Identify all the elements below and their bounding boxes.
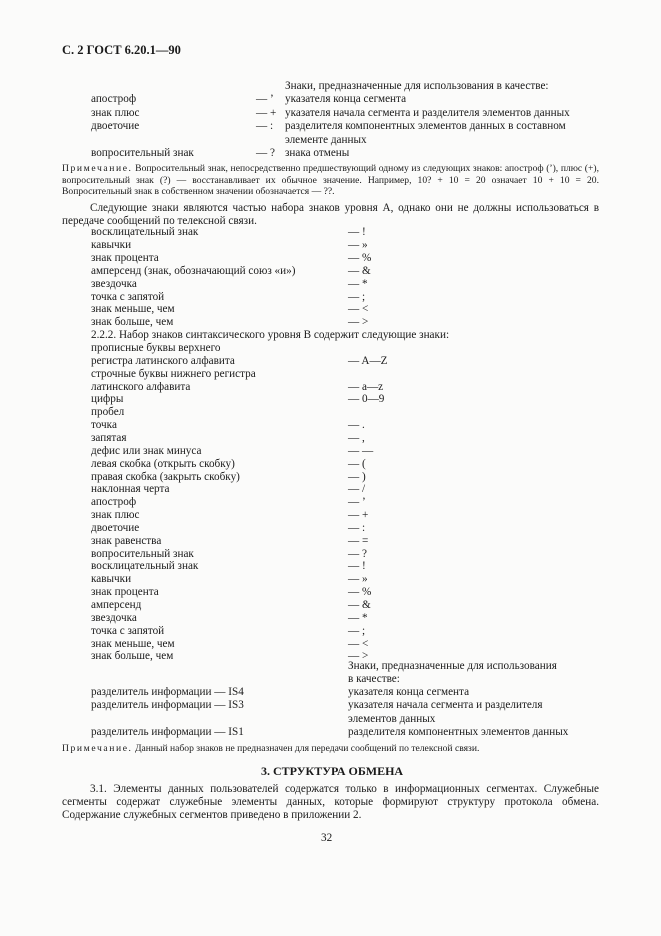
list-item xyxy=(91,107,631,120)
item-mark: — — xyxy=(348,444,374,457)
list-item xyxy=(91,278,631,291)
list-item xyxy=(91,316,631,329)
item-mark: — ! xyxy=(348,560,366,573)
list-item xyxy=(91,496,631,509)
list-item xyxy=(91,355,631,368)
note-text: Данный набор знаков не предназначен для передачи сообщений по телексной связи. xyxy=(132,743,480,754)
item-name: кавычки xyxy=(91,238,132,251)
item-mark: — , xyxy=(348,431,365,444)
item-mark: — = xyxy=(348,534,369,547)
item-name: знак процента xyxy=(91,251,159,264)
block1-intro: Знаки, предназначенные для использования в качестве: xyxy=(285,80,549,92)
note-label: Примечание. xyxy=(62,743,133,754)
item-name: кавычки xyxy=(91,573,132,586)
item-mark: — % xyxy=(348,251,372,264)
item-description: элементов данных xyxy=(348,712,436,725)
item-mark: — a—z xyxy=(348,380,384,393)
item-name: точка xyxy=(91,419,117,432)
item-mark: — ! xyxy=(348,226,366,238)
list-item xyxy=(91,432,631,445)
item-mark: — * xyxy=(348,277,368,290)
list-item xyxy=(91,120,631,133)
item-name: цифры xyxy=(91,393,124,406)
item-mark: — < xyxy=(348,637,369,650)
list-item xyxy=(91,471,631,484)
list-item xyxy=(91,599,631,612)
item-name: точка с запятой xyxy=(91,624,165,637)
block3-intro: 2.2.2. Набор знаков синтаксического уровня В содержит следующие знаки: xyxy=(91,329,450,341)
item-mark: — 0—9 xyxy=(348,393,385,406)
page-header: С. 2 ГОСТ 6.20.1—90 xyxy=(62,43,181,57)
item-mark: — > xyxy=(348,650,369,663)
note-text: Вопросительный знак, непосредственно предшествующий одному из следующих знаков: апостроф (’), плюс (+), вопросительный знак (?) — восстанавливает их обычное значение. Например, 10? + 10 = 20 означает 10 + 10 = 20. Вопросительный знак в собственном значении обозначается — ??. xyxy=(62,163,599,197)
item-mark: — » xyxy=(348,238,368,251)
item-name: апостроф xyxy=(91,93,137,105)
item-name: восклицательный знак xyxy=(91,560,199,573)
list-item xyxy=(91,419,631,432)
item-mark: — : xyxy=(348,521,366,534)
item-mark: — : xyxy=(256,120,274,132)
list-item xyxy=(91,483,631,496)
item-mark: — » xyxy=(348,573,368,586)
item-mark: — > xyxy=(348,316,369,329)
item-description: указателя начала сегмента и разделителя элементов данных xyxy=(285,106,570,119)
list-item xyxy=(91,509,631,522)
item-name: наклонная черта xyxy=(91,483,170,496)
list-item xyxy=(91,381,631,394)
item-name: знак плюс xyxy=(91,106,140,119)
item-name: знак меньше, чем xyxy=(91,303,175,316)
item-name: разделитель информации — IS3 xyxy=(91,699,244,712)
item-name: дефис или знак минуса xyxy=(91,444,202,457)
list-item xyxy=(91,303,631,316)
item-name: вопросительный знак xyxy=(91,547,194,560)
list-item xyxy=(91,393,631,406)
item-mark: — ; xyxy=(348,290,366,303)
list-item xyxy=(91,560,631,573)
item-mark: — % xyxy=(348,586,372,599)
page-number: 32 xyxy=(321,832,333,844)
list-item xyxy=(91,458,631,471)
list-item xyxy=(91,686,631,699)
list-item xyxy=(91,265,631,278)
item-mark: — < xyxy=(348,303,369,316)
item-mark: — / xyxy=(348,483,366,496)
list-item xyxy=(91,625,631,638)
item-name: амперсенд xyxy=(91,599,142,611)
item-description: разделителя компонентных элементов данных в составном xyxy=(285,120,566,132)
list-item xyxy=(91,406,631,419)
item-name: амперсенд (знак, обозначающий союз «и») xyxy=(91,264,296,277)
item-name: точка с запятой xyxy=(91,290,165,303)
item-name: звездочка xyxy=(91,277,137,290)
item-name: знак процента xyxy=(91,586,159,599)
item-name: запятая xyxy=(91,431,127,444)
item-mark: — ( xyxy=(348,457,366,470)
item-name: разделитель информации — IS1 xyxy=(91,725,244,738)
list-item xyxy=(91,548,631,561)
item-name: левая скобка (открыть скобку) xyxy=(91,457,235,470)
item-mark: — ; xyxy=(348,624,366,637)
item-name: апостроф xyxy=(91,496,137,509)
list-item xyxy=(91,586,631,599)
item-name: правая скобка (закрыть скобку) xyxy=(91,470,240,483)
list-item xyxy=(91,147,631,160)
item-name: двоеточие xyxy=(91,521,140,534)
item-mark: — ’ xyxy=(348,496,366,509)
list-item xyxy=(91,93,631,106)
item-mark: — ) xyxy=(348,470,366,483)
list-item xyxy=(91,573,631,586)
list-item xyxy=(91,699,631,712)
list-item xyxy=(91,522,631,535)
list-item xyxy=(91,239,631,252)
list-item xyxy=(91,252,631,265)
list-item xyxy=(91,612,631,625)
item-name: знак плюс xyxy=(91,509,140,522)
item-description: знака отмены xyxy=(285,147,350,159)
item-name: знак равенства xyxy=(91,534,162,547)
item-mark: — & xyxy=(348,264,371,277)
item-name: вопросительный знак xyxy=(91,147,194,159)
list-item xyxy=(91,226,631,239)
item-name: звездочка xyxy=(91,611,137,624)
item-name: строчные буквы нижнего регистра xyxy=(91,367,256,380)
item-name: знак больше, чем xyxy=(91,650,174,663)
item-name: пробел xyxy=(91,406,125,419)
item-name: прописные буквы верхнего xyxy=(91,342,221,354)
item-name: регистра латинского алфавита xyxy=(91,354,235,367)
block1-note xyxy=(62,163,599,198)
item-name: двоеточие xyxy=(91,120,140,132)
list-item xyxy=(91,638,631,651)
item-mark: — + xyxy=(256,106,277,119)
item-mark: — & xyxy=(348,599,371,611)
item-name: латинского алфавита xyxy=(91,380,191,393)
list-item xyxy=(91,368,631,381)
item-name: знак меньше, чем xyxy=(91,637,175,650)
block2-intro: Следующие знаки являются частью набора знаков уровня А, однако они не должны использоваться в передаче сообщений по телексной связи. xyxy=(62,202,599,227)
item-description: указателя конца сегмента xyxy=(348,686,470,698)
block4-note xyxy=(62,743,599,755)
item-mark: — + xyxy=(348,509,369,522)
block4-intro-line2: в качестве: xyxy=(348,673,400,685)
item-description: указателя начала сегмента и разделителя xyxy=(348,699,543,712)
list-item xyxy=(91,445,631,458)
list-item xyxy=(91,726,631,739)
item-name: разделитель информации — IS4 xyxy=(91,686,244,698)
list-item xyxy=(91,535,631,548)
item-description: элементе данных xyxy=(285,133,367,146)
note-label: Примечание. xyxy=(62,163,133,174)
item-mark: — . xyxy=(348,419,365,432)
item-mark: — * xyxy=(348,611,368,624)
item-mark: — A—Z xyxy=(348,354,388,367)
section-paragraph: 3.1. Элементы данных пользователей содержатся только в информационных сегментах. Служебные сегменты содержат служебные элементы данных, которые формируют структуру протокола обмена. Содержание служебных сегментов приведено в приложении 2. xyxy=(62,783,599,821)
list-item xyxy=(91,134,631,147)
list-item xyxy=(91,713,631,726)
item-name: знак больше, чем xyxy=(91,316,174,329)
item-description: указателя конца сегмента xyxy=(285,93,407,105)
item-mark: — ? xyxy=(256,147,275,159)
item-name: восклицательный знак xyxy=(91,226,199,238)
block4-intro-line1: Знаки, предназначенные для использования xyxy=(348,660,557,672)
item-description: разделителя компонентных элементов данных xyxy=(348,725,569,738)
list-item xyxy=(91,291,631,304)
list-item xyxy=(91,342,631,355)
item-mark: — ’ xyxy=(256,93,274,105)
section-title: 3. СТРУКТУРА ОБМЕНА xyxy=(261,764,404,778)
item-mark: — ? xyxy=(348,547,367,560)
